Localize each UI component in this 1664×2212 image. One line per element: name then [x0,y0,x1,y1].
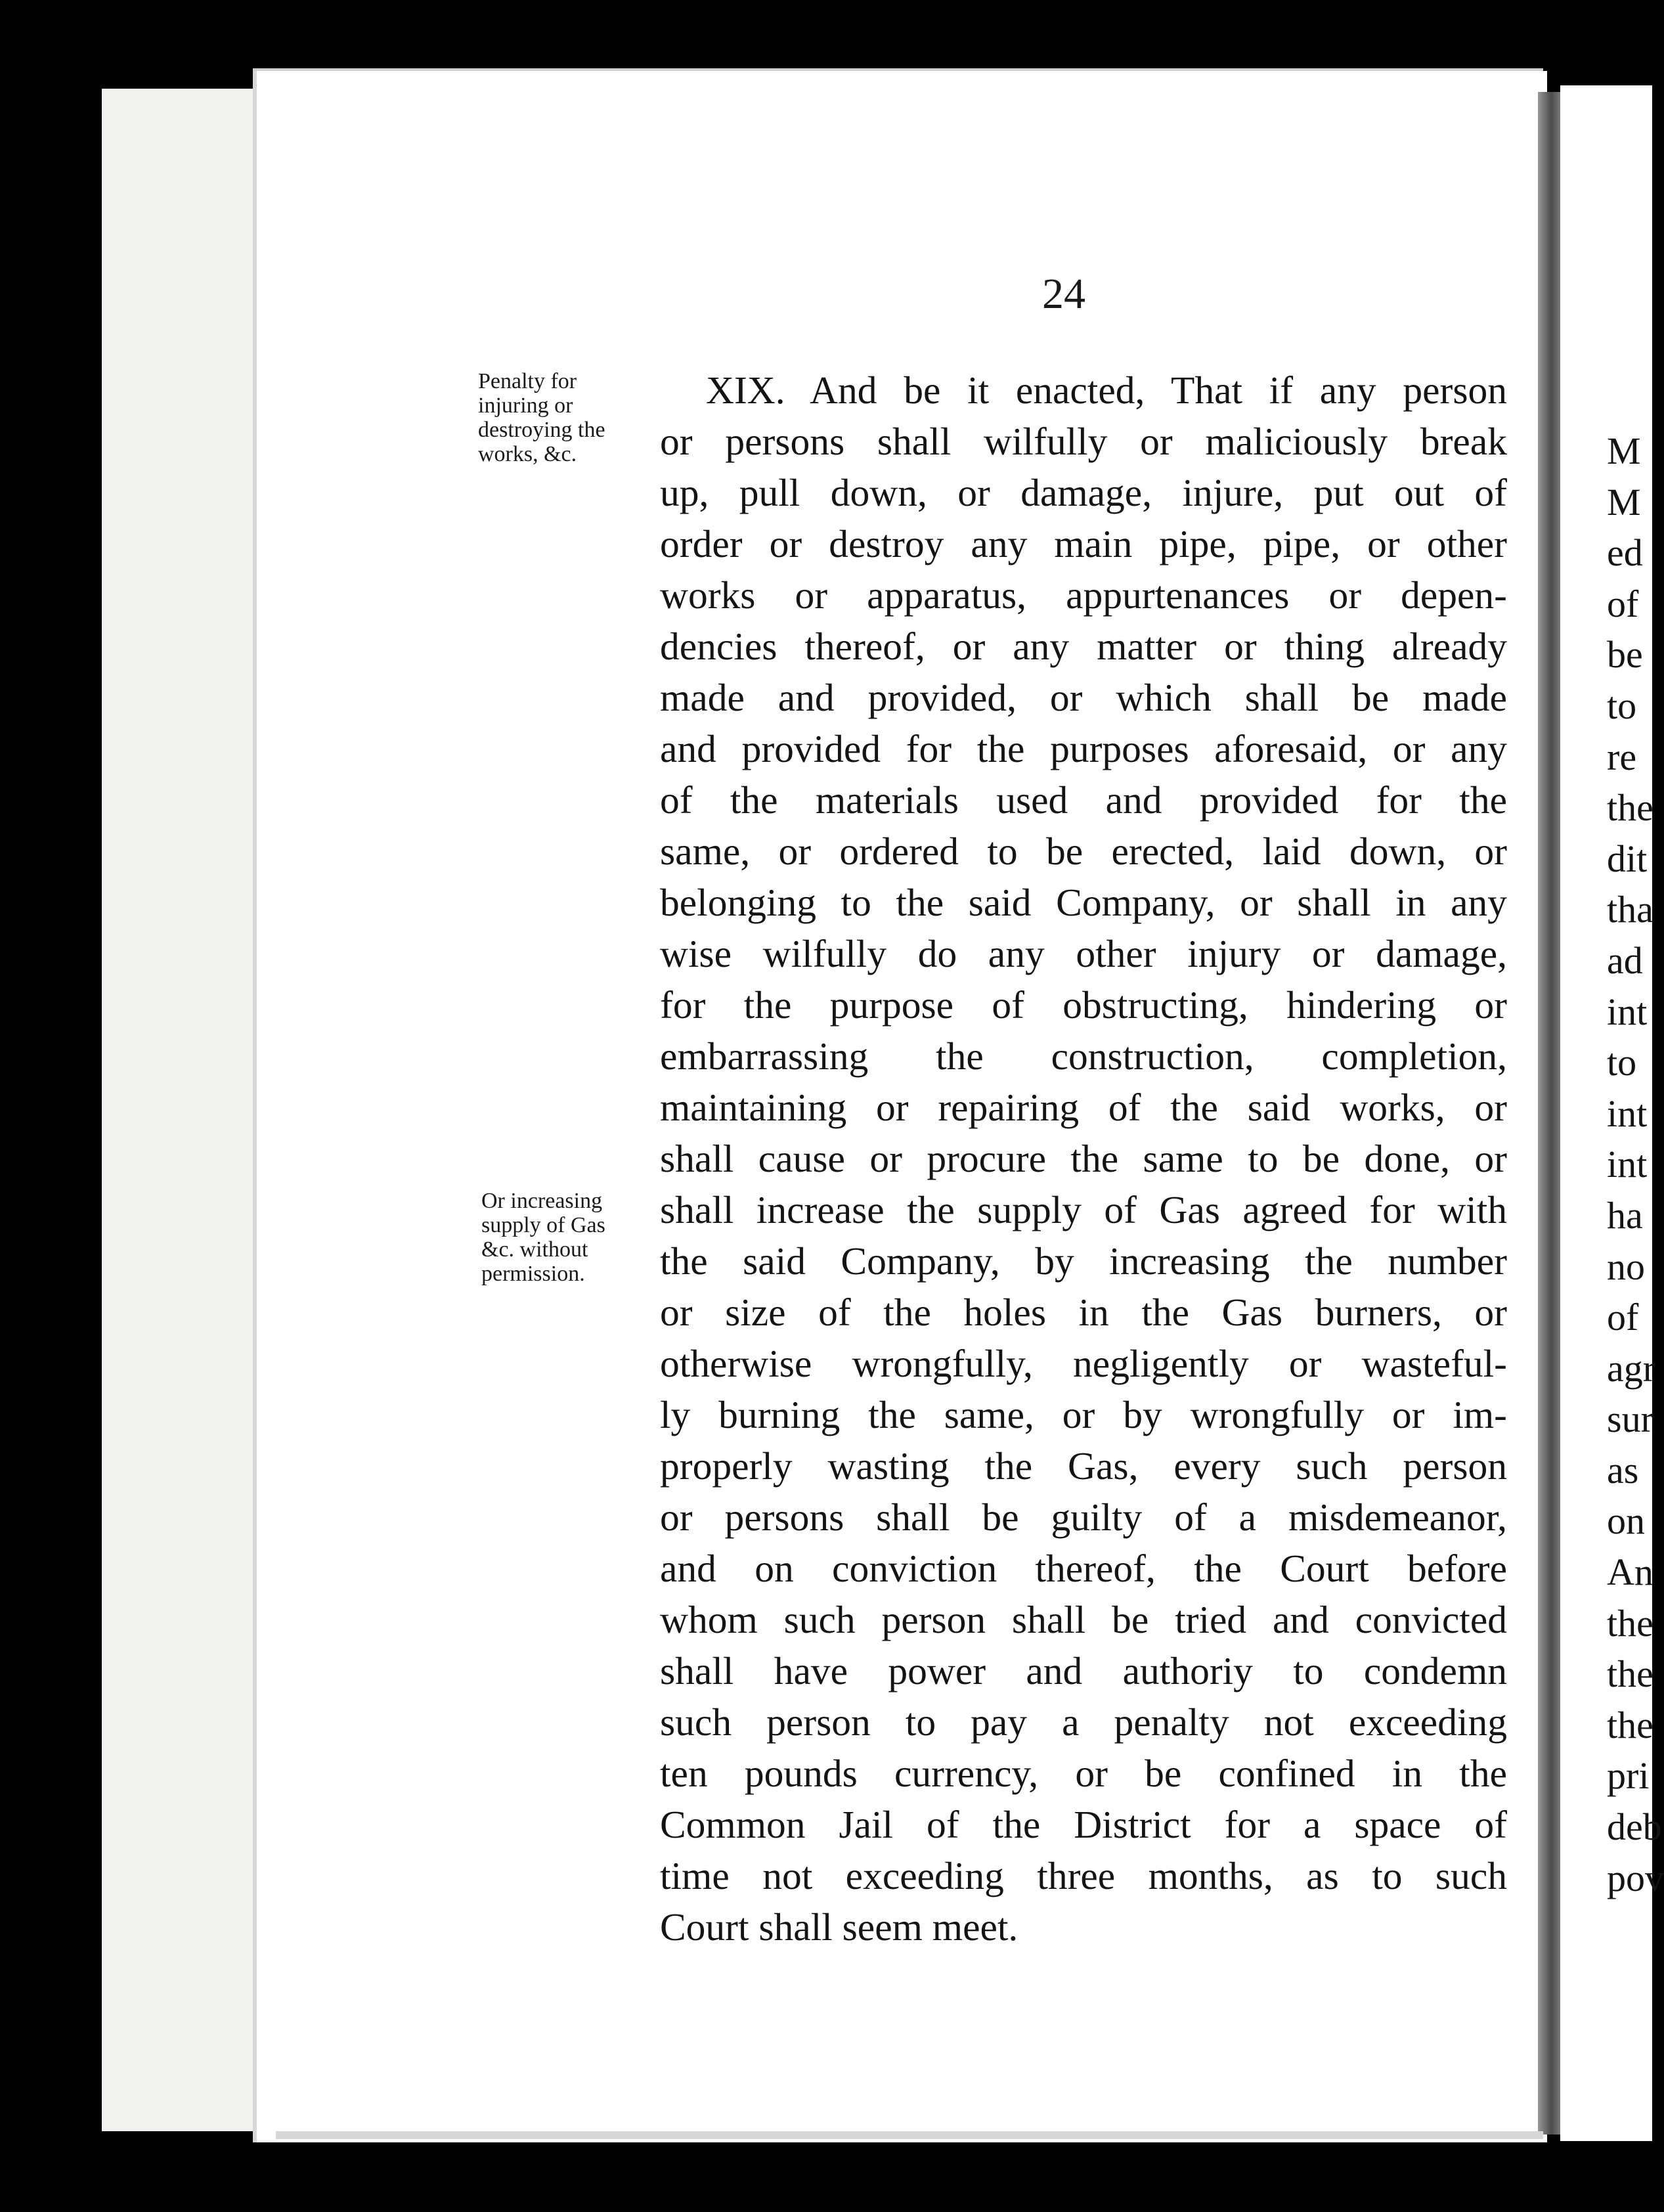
body-line: or size of the holes in the Gas burners, or [660,1291,1507,1334]
body-line: such person to pay a penalty not exceeding [660,1700,1507,1744]
margin-note-line: Penalty for [478,369,577,393]
facing-line: int [1607,990,1648,1033]
body-line: or persons shall wilfully or maliciously break [660,420,1507,463]
body-line: embarrassing the construction, completion, [660,1034,1507,1078]
body-line: shall increase the supply of Gas agreed for with [660,1188,1507,1231]
facing-line: ad [1607,939,1643,982]
body-line: or persons shall be guilty of a misdemeanor, [660,1495,1507,1539]
margin-note-line: &c. without [481,1237,588,1262]
body-line: works or apparatus, appurtenances or depen- [660,573,1507,617]
section-xix-text [660,365,1507,1953]
facing-line: to [1607,684,1637,727]
facing-page-text [1607,426,1664,1903]
facing-line: no [1607,1245,1645,1288]
facing-line: to [1607,1041,1637,1084]
facing-line: the [1607,1703,1653,1746]
facing-line: pov [1607,1856,1664,1899]
margin-note-line: destroying the [478,418,605,442]
facing-line: int [1607,1092,1648,1135]
body-line: maintaining or repairing of the said works, or [660,1086,1507,1129]
facing-line: An [1607,1551,1653,1594]
body-line: otherwise wrongfully, negligently or wasteful- [660,1342,1507,1385]
facing-line: M [1607,430,1641,472]
body-line: ly burning the same, or by wrongfully or im- [660,1393,1507,1436]
body-line: properly wasting the Gas, every such person [660,1444,1507,1488]
body-line: and on conviction thereof, the Court before [660,1547,1507,1590]
body-line: and provided for the purposes aforesaid, or any [660,727,1507,770]
facing-line: agr [1607,1346,1656,1390]
page-bottom-edge [276,2131,1543,2139]
facing-line: deb [1607,1805,1662,1849]
facing-line: as [1607,1448,1639,1492]
book-gutter [1538,92,1560,2135]
facing-line: the [1607,786,1653,830]
bottom-shadow [0,2142,1652,2212]
body-line: for the purpose of obstructing, hindering or [660,983,1507,1027]
body-line: order or destroy any main pipe, pipe, or other [660,522,1507,565]
body-line: ten pounds currency, or be confined in the [660,1752,1507,1795]
body-line: shall cause or procure the same to be done, or [660,1137,1507,1180]
body-line: whom such person shall be tried and convicted [660,1598,1507,1641]
facing-line: of [1607,582,1639,625]
facing-line: int [1607,1143,1648,1186]
facing-line: tha [1607,888,1653,931]
margin-note-line: supply of Gas [481,1213,605,1237]
body-line: made and provided, or which shall be made [660,676,1507,719]
body-line: dencies thereof, or any matter or thing already [660,625,1507,668]
body-line: belonging to the said Company, or shall in any [660,881,1507,924]
facing-line: re [1607,735,1637,778]
facing-line: be [1607,633,1643,676]
facing-line: sur [1607,1398,1653,1441]
body-line: Common Jail of the District for a space of [660,1803,1507,1846]
facing-line: dit [1607,837,1648,880]
margin-note-line: permission. [481,1262,585,1286]
facing-line: ha [1607,1193,1643,1237]
margin-note-line: Or increasing [481,1189,603,1213]
body-line: shall have power and authoriy to condemn [660,1649,1507,1692]
body-line: same, or ordered to be erected, laid down, or [660,830,1507,873]
margin-note-penalty [478,369,605,466]
body-line: of the materials used and provided for the [660,778,1507,822]
facing-line: M [1607,480,1641,523]
body-line: up, pull down, or damage, injure, put out of [660,471,1507,514]
body-line: Court shall seem meet. [660,1905,1018,1949]
facing-line: on [1607,1499,1645,1543]
margin-note-line: works, &c. [478,442,577,466]
facing-line: of [1607,1296,1639,1339]
body-line: the said Company, by increasing the number [660,1239,1507,1283]
facing-line: the [1607,1601,1653,1645]
body-line: wise wilfully do any other injury or damage, [660,932,1507,975]
body-line: XIX. And be it enacted, That if any person [706,368,1507,412]
margin-note-line: injuring or [478,393,573,418]
page-number: 24 [1042,270,1085,318]
margin-note-increasing-supply [481,1189,605,1286]
body-line: time not exceeding three months, as to such [660,1854,1507,1897]
facing-line: the [1607,1652,1653,1696]
facing-line: ed [1607,531,1643,575]
facing-line: pri [1607,1754,1650,1798]
